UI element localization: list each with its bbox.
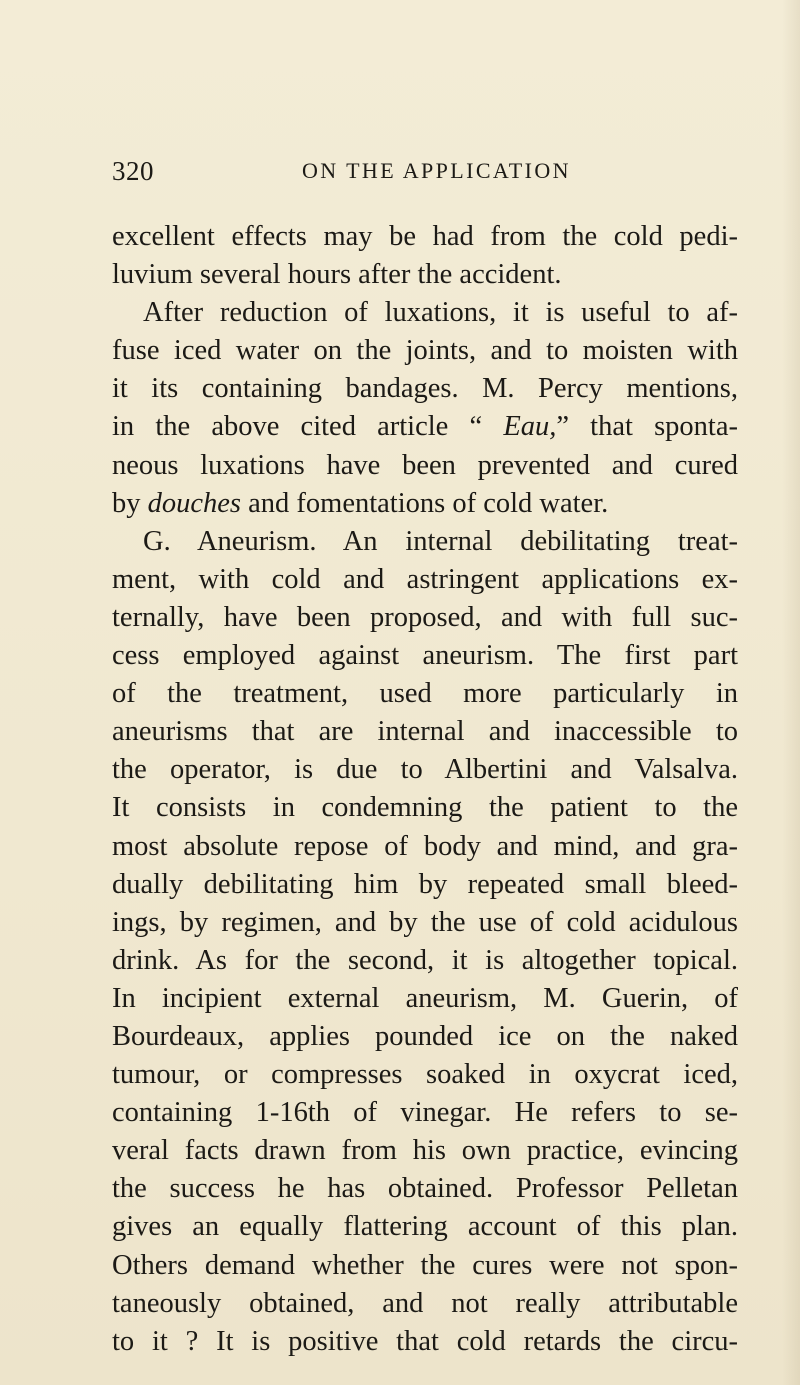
line-segment: ” that sponta-: [556, 411, 738, 443]
text-line: neous luxations have been prevented and cured: [112, 449, 738, 481]
text-line: It consists in condemning the patient to the: [112, 792, 738, 824]
running-head: ON THE APPLICATION: [302, 158, 571, 183]
page-edge-shadow: [782, 0, 800, 1385]
text-line-with-italic: [112, 408, 738, 446]
text-line-with-italic: [112, 485, 738, 523]
text-line: the success he has obtained. Professor Pelletan: [112, 1173, 738, 1205]
text-line: cess employed against aneurism. The first part: [112, 640, 738, 672]
text-line: to it ? It is positive that cold retards the circu-: [112, 1325, 738, 1357]
italic-term: douches: [147, 487, 242, 519]
text-line: In incipient external aneurism, M. Guerin, of: [112, 982, 738, 1014]
text-line: excellent effects may be had from the cold pedi-: [112, 221, 738, 252]
line-segment: and fomentations of cold water.: [241, 487, 609, 519]
line-segment: in the above cited article “: [112, 411, 504, 443]
text-line: luvium several hours after the accident.: [112, 259, 562, 291]
text-line: Others demand whether the cures were not spon-: [112, 1249, 738, 1281]
text-line: containing 1-16th of vinegar. He refers to se-: [112, 1097, 738, 1129]
text-line: fuse iced water on the joints, and to moisten with: [112, 335, 738, 367]
page-header: [112, 156, 732, 196]
text-line: ment, with cold and astringent applications ex-: [112, 563, 738, 595]
italic-term: Eau,: [503, 411, 557, 443]
paragraph-start-line: After reduction of luxations, it is useful to af-: [143, 297, 738, 329]
text-line: tumour, or compresses soaked in oxycrat iced,: [112, 1059, 738, 1091]
text-line: drink. As for the second, it is altogether topical.: [112, 944, 738, 976]
body-text: [112, 218, 738, 1361]
text-line: Bourdeaux, applies pounded ice on the naked: [112, 1020, 738, 1052]
text-line: the operator, is due to Albertini and Valsalva.: [112, 754, 738, 786]
text-line: aneurisms that are internal and inaccessible to: [112, 716, 738, 748]
page-number: 320: [112, 156, 154, 186]
text-line: of the treatment, used more particularly in: [112, 678, 738, 710]
paragraph-start-line: G. Aneurism. An internal debilitating treat-: [143, 525, 738, 557]
text-line: ternally, have been proposed, and with full suc-: [112, 601, 738, 633]
text-line: ings, by regimen, and by the use of cold acidulous: [112, 906, 738, 938]
text-line: gives an equally flattering account of this plan.: [112, 1211, 738, 1243]
text-line: it its containing bandages. M. Percy mentions,: [112, 373, 738, 405]
text-line: dually debilitating him by repeated small bleed-: [112, 868, 738, 900]
line-segment: by: [112, 487, 148, 519]
text-line: most absolute repose of body and mind, and gra-: [112, 830, 738, 862]
text-line: veral facts drawn from his own practice, evincing: [112, 1135, 738, 1167]
text-line: taneously obtained, and not really attributable: [112, 1287, 738, 1319]
